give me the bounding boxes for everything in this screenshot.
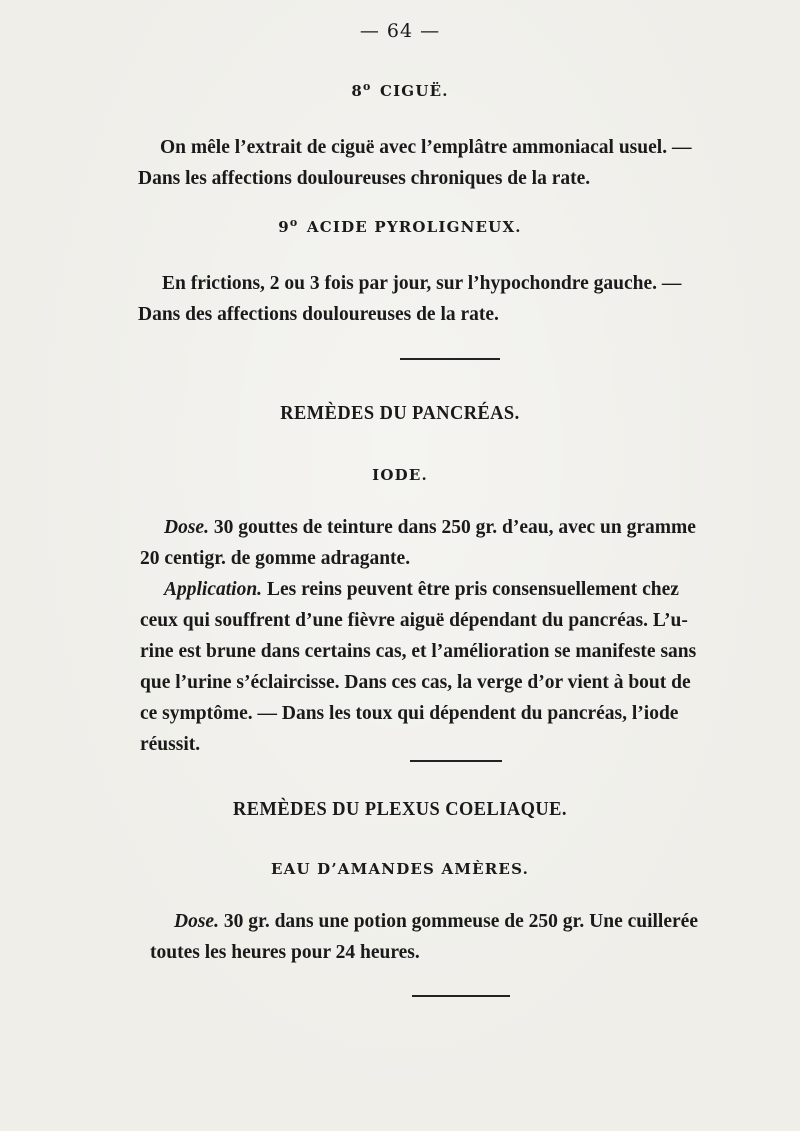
paragraph-plexus <box>150 906 770 968</box>
text-line: 20 centigr. de gomme adragante. <box>140 548 411 569</box>
application-text: Les reins peuvent être pris consensuellement chez <box>262 579 679 600</box>
page-number: — 64 — <box>359 20 441 42</box>
heading-degree: o <box>289 216 299 229</box>
subheading-iode: IODE. <box>372 466 428 484</box>
text-line: ceux qui souffrent d’une fièvre aiguë dépendant du pancréas. L’u- <box>140 610 688 631</box>
heading-degree: o <box>362 80 372 93</box>
text-line: ce symptôme. — Dans les toux qui dépendent du pancréas, l’iode <box>140 703 679 724</box>
subheading-eau: EAU D’AMANDES AMÈRES. <box>271 860 529 878</box>
text-line: toutes les heures pour 24 heures. <box>150 942 420 963</box>
paragraph-acide <box>138 268 766 330</box>
paragraph-pancreas <box>140 512 770 760</box>
text-line: Dans des affections douloureuses de la rate. <box>138 304 499 325</box>
paragraph-cigue <box>138 132 766 194</box>
dose-line <box>140 512 770 543</box>
heading-text: ACIDE PYROLIGNEUX. <box>306 218 522 236</box>
heading-number: 8 <box>351 82 363 100</box>
text-line: que l’urine s’éclaircisse. Dans ces cas, la verge d’or vient à bout de <box>140 672 691 693</box>
dose-label: Dose. <box>164 517 209 538</box>
text-line: Dans les affections douloureuses chroniques de la rate. <box>138 168 591 189</box>
heading-text: CIGUË. <box>379 82 449 100</box>
text-line: rine est brune dans certains cas, et l’amélioration se manifeste sans <box>140 641 697 662</box>
text-line: réussit. <box>140 734 201 755</box>
section-divider <box>412 995 510 997</box>
dose-text: 30 gouttes de teinture dans 250 gr. d’eau, avec un gramme <box>208 517 696 538</box>
dose-label: Dose. <box>174 911 219 932</box>
section-divider <box>400 358 500 360</box>
heading-number: 9 <box>278 218 290 236</box>
text-line: On mêle l’extrait de ciguë avec l’emplâtre ammoniacal usuel. — <box>160 137 692 158</box>
section-heading-acide <box>0 216 800 236</box>
section-heading-cigue <box>0 80 800 100</box>
section-title-pancreas: REMÈDES DU PANCRÉAS. <box>280 402 520 424</box>
section-title-plexus: REMÈDES DU PLEXUS COELIAQUE. <box>233 798 567 820</box>
application-label: Application. <box>164 579 263 600</box>
application-line <box>140 574 770 605</box>
dose-text: 30 gr. dans une potion gommeuse de 250 gr. Une cuillerée <box>218 911 698 932</box>
section-divider <box>410 760 502 762</box>
dose-line <box>150 906 770 937</box>
text-line: En frictions, 2 ou 3 fois par jour, sur l’hypochondre gauche. — <box>162 273 682 294</box>
